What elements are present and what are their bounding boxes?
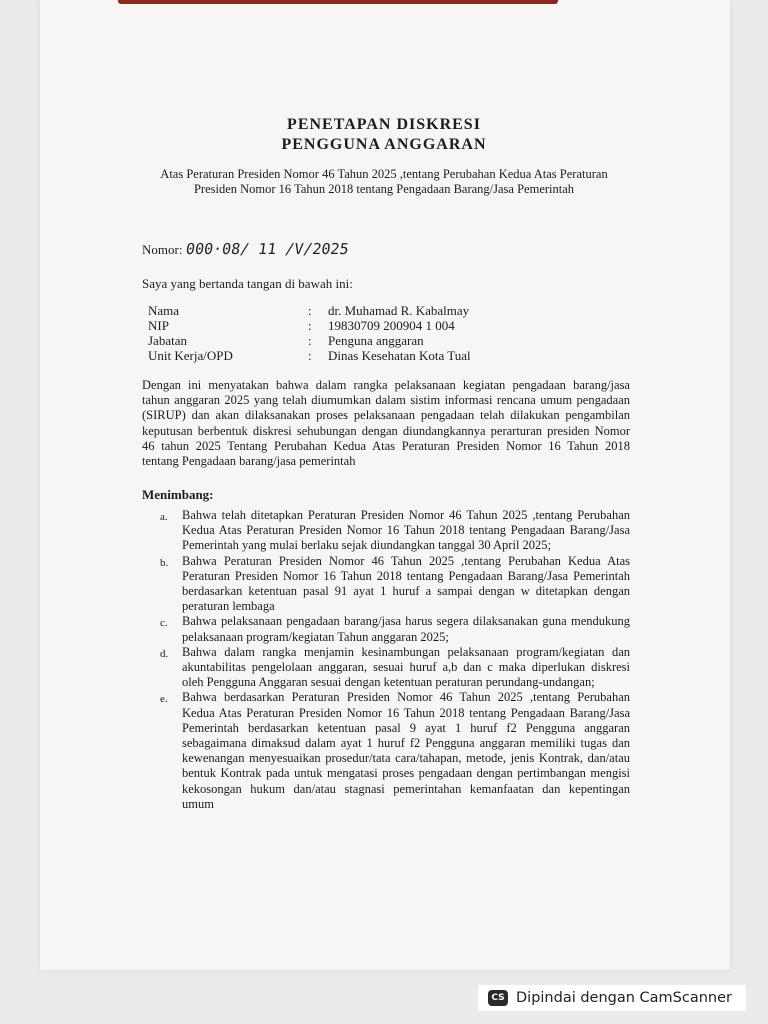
identity-value: 19830709 200904 1 004 [328, 318, 455, 333]
menimbang-list [160, 508, 630, 812]
list-item-line: bentuk Kontrak pada untuk mengatasi proses pengadaan dengan pertimbangan mengisi [182, 766, 630, 781]
list-item-line: akuntabilitas pengelolaan anggaran, sesuai huruf a,b dan c maka diperlukan diskresi [182, 660, 630, 675]
identity-label: Jabatan [148, 333, 187, 348]
identity-value: Penguna anggaran [328, 333, 424, 348]
nomor-handwritten-value: 000·08/ 11 /V/2025 [185, 240, 351, 258]
list-item-line: Bahwa pelaksanaan pengadaan barang/jasa harus segera dilaksanakan guna mendukung [182, 614, 630, 629]
statement-line: 46 tahun 2025 Tentang Perubahan Kedua Atas Peraturan Presiden Nomor 16 Tahun 2018 [142, 438, 630, 453]
identity-row [148, 333, 471, 348]
statement-line: tahun anggaran 2025 yang telah diumumkan dalam sistim informasi rencana umum pengadaan [142, 393, 630, 408]
statement-line: (SIRUP) dan akan dilaksanakan proses pelaksanaan pengadaan telah dilakukan pengambilan [142, 408, 630, 423]
list-item [160, 508, 630, 554]
document-title-line2: PENGGUNA ANGGARAN [281, 136, 487, 153]
list-item-line: Pemerintah berdasarkan ketentuan pasal 9 ayat 1 huruf f2 Pengguna anggaran [182, 720, 630, 735]
nomor-label: Nomor: [142, 242, 183, 257]
statement-line: Dengan ini menyatakan bahwa dalam rangka pelaksanaan kegiatan pengadaan barang/jasa [142, 378, 630, 392]
list-marker: a. [160, 511, 168, 523]
list-item [160, 614, 630, 644]
document-subtitle-line1: Atas Peraturan Presiden Nomor 46 Tahun 2025 ,tentang Perubahan Kedua Atas Peraturan [160, 167, 608, 181]
list-item-line: oleh Pengguna Anggaran sesuai dengan ketentuan peraturan perundang-undangan; [182, 675, 595, 690]
identity-label: NIP [148, 318, 169, 333]
statement-line: tentang Pengadaan barang/jasa pemerintah [142, 454, 356, 469]
identity-separator: : [308, 348, 312, 363]
identity-separator: : [308, 318, 312, 333]
identity-row [148, 303, 471, 318]
list-item-line: umum [182, 796, 214, 811]
list-item-line: Kedua Atas Peraturan Presiden Nomor 16 Tahun 2018 tentang Pengadaan Barang/Jasa [182, 523, 630, 538]
list-item-line: Kedua Atas Peraturan Presiden Nomor 16 Tahun 2018 tentang Pengadaan Barang/Jasa [182, 705, 630, 720]
identity-separator: : [308, 333, 312, 348]
identity-separator: : [308, 303, 312, 318]
camscanner-text: Dipindai dengan CamScanner [516, 990, 733, 1006]
list-item-line: kekosongan hukum dan/atau stagnasi pemerintahan kemanfaatan dan kepentingan [182, 781, 630, 796]
document-title-line1: PENETAPAN DISKRESI [287, 116, 481, 133]
identity-block [148, 303, 471, 363]
list-item-line: kewenangan menyesuaikan prosedur/tata cara/tahapan, metode, jenis Kontrak, dan/atau [182, 751, 630, 766]
list-item-line: Bahwa dalam rangka menjamin kesinambungan pelaksanaan program/kegiatan dan [182, 644, 630, 659]
list-item-line: sebagaimana dimaksud dalam ayat 1 huruf f2 Pengguna anggaran memiliki tugas dan [182, 736, 630, 751]
list-marker: e. [160, 693, 168, 706]
list-marker: b. [160, 556, 169, 569]
list-item [160, 645, 630, 691]
identity-value: dr. Muhamad R. Kabalmay [328, 303, 470, 318]
identity-row [148, 318, 471, 333]
list-marker: c. [160, 617, 168, 630]
list-item-line: Bahwa Peraturan Presiden Nomor 46 Tahun 2025 ,tentang Perubahan Kedua Atas [182, 553, 630, 568]
list-item-line: Bahwa telah ditetapkan Peraturan Presiden Nomor 46 Tahun 2025 ,tentang Perubahan [182, 508, 630, 522]
list-item-line: peraturan lembaga [182, 599, 275, 614]
menimbang-heading: Menimbang: [142, 487, 214, 502]
identity-row [148, 348, 471, 363]
nomor-line [142, 240, 349, 258]
identity-value: Dinas Kesehatan Kota Tual [328, 348, 471, 363]
top-edge-strip [118, 0, 558, 4]
list-item-line: pelaksanaan program/kegiatan Tahun anggaran 2025; [182, 629, 449, 644]
statement-paragraph [142, 378, 630, 469]
document-subtitle-line2: Presiden Nomor 16 Tahun 2018 tentang Pengadaan Barang/Jasa Pemerintah [193, 182, 575, 196]
list-item [160, 554, 630, 615]
statement-line: keputusan berbentuk diskresi sehubungan dengan diundangkannya perarturan presiden Nomor [142, 423, 630, 438]
list-marker: d. [160, 647, 169, 660]
identity-label: Nama [148, 303, 180, 318]
list-item-line: Bahwa berdasarkan Peraturan Presiden Nomor 46 Tahun 2025 ,tentang Perubahan [182, 690, 630, 705]
list-item-line: Pemerintah yang mulai berlaku sejak diundangkan tanggal 30 April 2025; [182, 538, 552, 553]
intro-text: Saya yang bertanda tangan di bawah ini: [142, 276, 353, 291]
camscanner-watermark [478, 985, 746, 1011]
list-item [160, 690, 630, 812]
list-item-line: Peraturan Presiden Nomor 16 Tahun 2018 tentang Pengadaan Barang/Jasa Pemerintah [182, 568, 630, 583]
list-item-line: berdasarkan ketentuan pasal 91 ayat 1 huruf a sampai dengan w ditetapkan dengan [182, 584, 630, 599]
camscanner-icon: CS [488, 990, 508, 1006]
identity-label: Unit Kerja/OPD [148, 348, 233, 363]
